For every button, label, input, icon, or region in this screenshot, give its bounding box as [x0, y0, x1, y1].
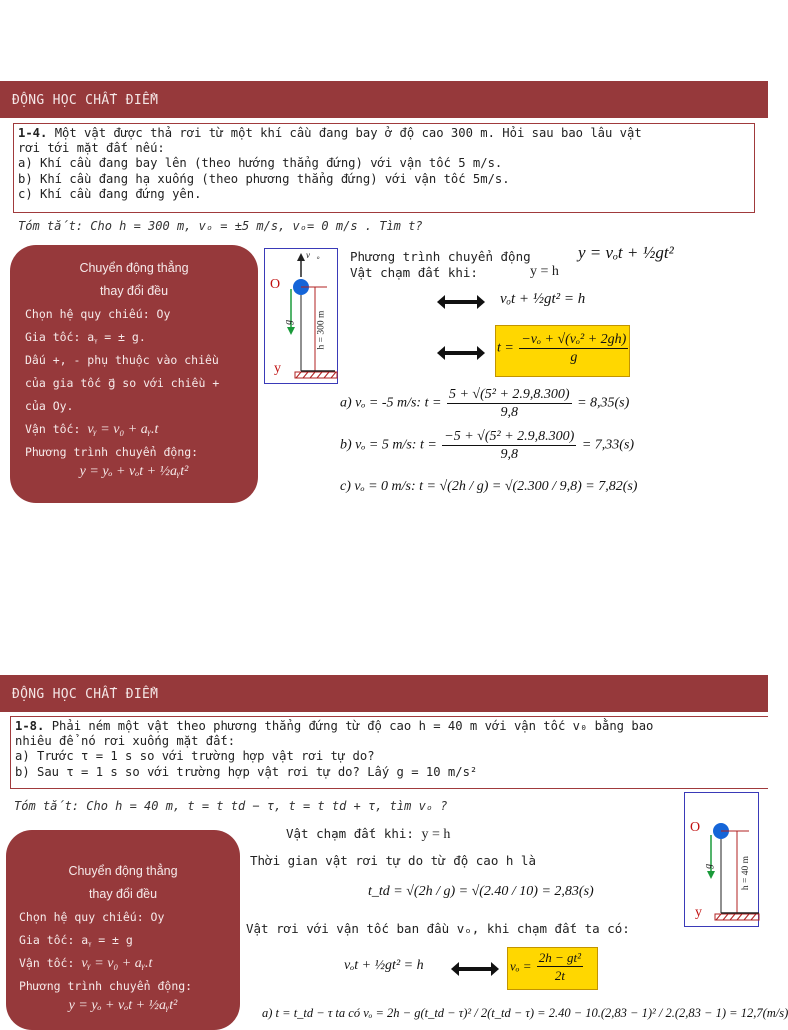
motion-formula: y = yₒ + vₒt + ½aᵧt² — [68, 998, 178, 1013]
quadratic-equation: vₒt + ½gt² = h — [500, 291, 586, 307]
case-b — [340, 428, 634, 463]
problem-summary: Tóm tắt: Cho h = 300 m, vₒ = ±5 m/s, vₒ= 0 m/s . Tìm t? — [18, 219, 423, 233]
case-b-lhs: t = — [419, 437, 437, 453]
motion-equation: y = vₒt + ½gt² — [578, 243, 674, 262]
problem-part-a: a) Trước τ = 1 s so với trường hợp vật rơi tự do? — [15, 749, 375, 764]
card-title: Chuyển động thẳng — [79, 261, 189, 275]
theory-card — [10, 245, 258, 503]
gravity-label: g⃗ — [702, 856, 714, 869]
problem-statement — [10, 716, 768, 789]
card-line — [6, 952, 240, 975]
card-line: của gia tốc g⃗ so với chiều + — [25, 376, 220, 390]
velocity-formula: vᵧ = v₀ + aᵧ.t — [87, 422, 159, 437]
case-a-lhs: t = — [424, 395, 442, 411]
case-a-result: = 12,7(m/s) — [729, 1006, 788, 1020]
y-axis-label: y — [274, 361, 281, 376]
case-b-result: = 7,33(s) — [581, 437, 635, 453]
origin-label: O — [690, 820, 701, 835]
solution-lhs: vₒ = — [510, 958, 532, 974]
gravity-label: g⃗ — [282, 312, 294, 325]
card-line: Phương trình chuyển động: — [25, 445, 199, 459]
free-fall-text: Thời gian vật rơi tự do từ độ cao h là — [250, 853, 536, 868]
card-subtitle: thay đổi đều — [88, 887, 158, 901]
card-title: Chuyển động thẳng — [68, 864, 178, 878]
velocity-formula: vᵧ = v₀ + aᵧ.t — [81, 956, 153, 971]
case-a-fraction — [447, 386, 572, 421]
problem-text-cont: nhiêu để nó rơi xuống mặt đất: — [15, 734, 236, 749]
velocity-label: Vận tốc: — [19, 956, 75, 970]
problem-text-cont: rơi tới mặt đất nếu: — [18, 141, 165, 156]
section-banner: ĐỘNG HỌC CHẤT ĐIỂM — [0, 81, 768, 118]
solution-denominator: g — [570, 350, 578, 365]
card-line: Chọn hệ quy chiếu: Oy — [19, 910, 165, 924]
free-fall-formula: t_td = √(2h / g) = √(2.40 / 10) — [368, 884, 538, 899]
case-a-result: = 8,35(s) — [577, 395, 630, 411]
solution-lhs: t = — [497, 340, 514, 356]
theory-card — [6, 830, 240, 1030]
case-b-numerator: −5 + √(5² + 2.9,8.300) — [444, 429, 575, 444]
hit-ground-label — [286, 826, 450, 843]
problem-part-b: b) Sau τ = 1 s so với trường hợp vật rơi tự do? Lấy g = 10 m/s² — [15, 764, 478, 779]
problem-text: Một vật được thả rơi từ một khí cầu đang bay ở độ cao 300 m. Hỏi sau bao lâu vật — [47, 126, 642, 140]
quadratic-equation: vₒt + ½gt² = h — [344, 958, 424, 973]
case-a-label: a) vₒ = -5 m/s: — [340, 395, 422, 411]
card-line: của Oy. — [25, 399, 74, 413]
card-line: Dấu +, - phụ thuộc vào chiều — [25, 353, 219, 367]
problem-statement — [13, 123, 755, 213]
hit-ground-eq: y = h — [421, 827, 451, 842]
problem-number: 1-8. — [15, 719, 45, 733]
problem-text: Phải ném một vật theo phương thẳng đứng từ độ cao h = 40 m với vận tốc v₀ bằng bao — [44, 719, 654, 733]
solution-fraction — [537, 949, 583, 984]
problem-part-a: a) Khí cầu đang bay lên (theo hướng thẳng đứng) với vận tốc 5 m/s. — [18, 156, 503, 171]
solution-numerator: 2h − gt² — [538, 950, 582, 965]
equivalence-arrow — [458, 967, 492, 971]
solution-formula — [497, 331, 630, 366]
hit-ground-label: Vật chạm đất khi: — [350, 265, 478, 280]
card-line — [10, 418, 258, 441]
velocity-label: Vận tốc: — [25, 422, 81, 436]
y-axis-label: y — [695, 905, 702, 920]
section-banner: ĐỘNG HỌC CHẤT ĐIỂM — [0, 675, 768, 712]
case-b-label: b) vₒ = 5 m/s: — [340, 437, 417, 453]
case-a-expression: vₒ = 2h − g(t_td − τ)² / 2(t_td − τ) = 2.40 − 10.(2,83 − 1)² / 2.(2,83 − 1) — [363, 1006, 727, 1020]
card-line: Gia tốc: aᵧ = ± g — [19, 933, 133, 947]
hit-ground-text: Vật chạm đất khi: — [286, 826, 414, 841]
v0-label: v⃗ₒ — [306, 250, 320, 260]
initial-velocity-text: Vật rơi với vận tốc ban đầu vₒ, khi chạm đất ta có: — [246, 921, 630, 936]
case-b-fraction — [442, 428, 576, 463]
origin-label: O — [270, 277, 281, 292]
equivalence-arrow — [444, 300, 478, 304]
card-line: Chọn hệ quy chiếu: Oy — [25, 307, 171, 321]
solution-numerator: −vₒ + √(vₒ² + 2gh) — [521, 332, 627, 347]
card-line: Gia tốc: aᵧ = ± g. — [25, 330, 146, 344]
case-c-label: c) vₒ = 0 m/s: — [340, 479, 416, 494]
solution-formula — [510, 949, 585, 984]
problem-number: 1-4. — [18, 126, 48, 140]
equivalence-arrow — [444, 351, 478, 355]
card-line: Phương trình chuyển động: — [19, 979, 193, 993]
case-b-denominator: 9,8 — [500, 447, 519, 462]
solution-fraction — [519, 331, 628, 366]
case-c — [340, 479, 637, 495]
case-a — [262, 1006, 788, 1021]
height-label: h = 40 m — [741, 855, 752, 891]
free-fall-time — [368, 884, 594, 900]
motion-formula: y = yₒ + vₒt + ½aᵧt² — [79, 464, 189, 479]
card-subtitle: thay đổi đều — [99, 284, 169, 298]
case-c-expression: t = √(2h / g) = √(2.300 / 9,8) — [419, 479, 582, 494]
solution-denominator: 2t — [554, 968, 565, 983]
case-c-result: = 7,82(s) — [585, 479, 638, 494]
case-a-label: a) t = t_td − τ ta có — [262, 1006, 361, 1020]
case-a — [340, 386, 629, 421]
problem-summary: Tóm tắt: Cho h = 40 m, t = t td − τ, t = t td + τ, tìm vₒ ? — [14, 799, 448, 813]
problem-part-c: c) Khí cầu đang đứng yên. — [18, 186, 202, 201]
eq-title: Phương trình chuyển động — [350, 249, 531, 264]
case-a-numerator: 5 + √(5² + 2.9,8.300) — [448, 387, 570, 402]
hit-ground-eq: y = h — [530, 264, 559, 279]
case-a-denominator: 9,8 — [500, 405, 518, 420]
problem-part-b: b) Khí cầu đang hạ xuống (theo phương thẳng đứng) với vận tốc 5m/s. — [18, 171, 510, 186]
free-fall-result: = 2,83(s) — [541, 884, 594, 899]
height-label: h = 300 m — [316, 310, 327, 350]
